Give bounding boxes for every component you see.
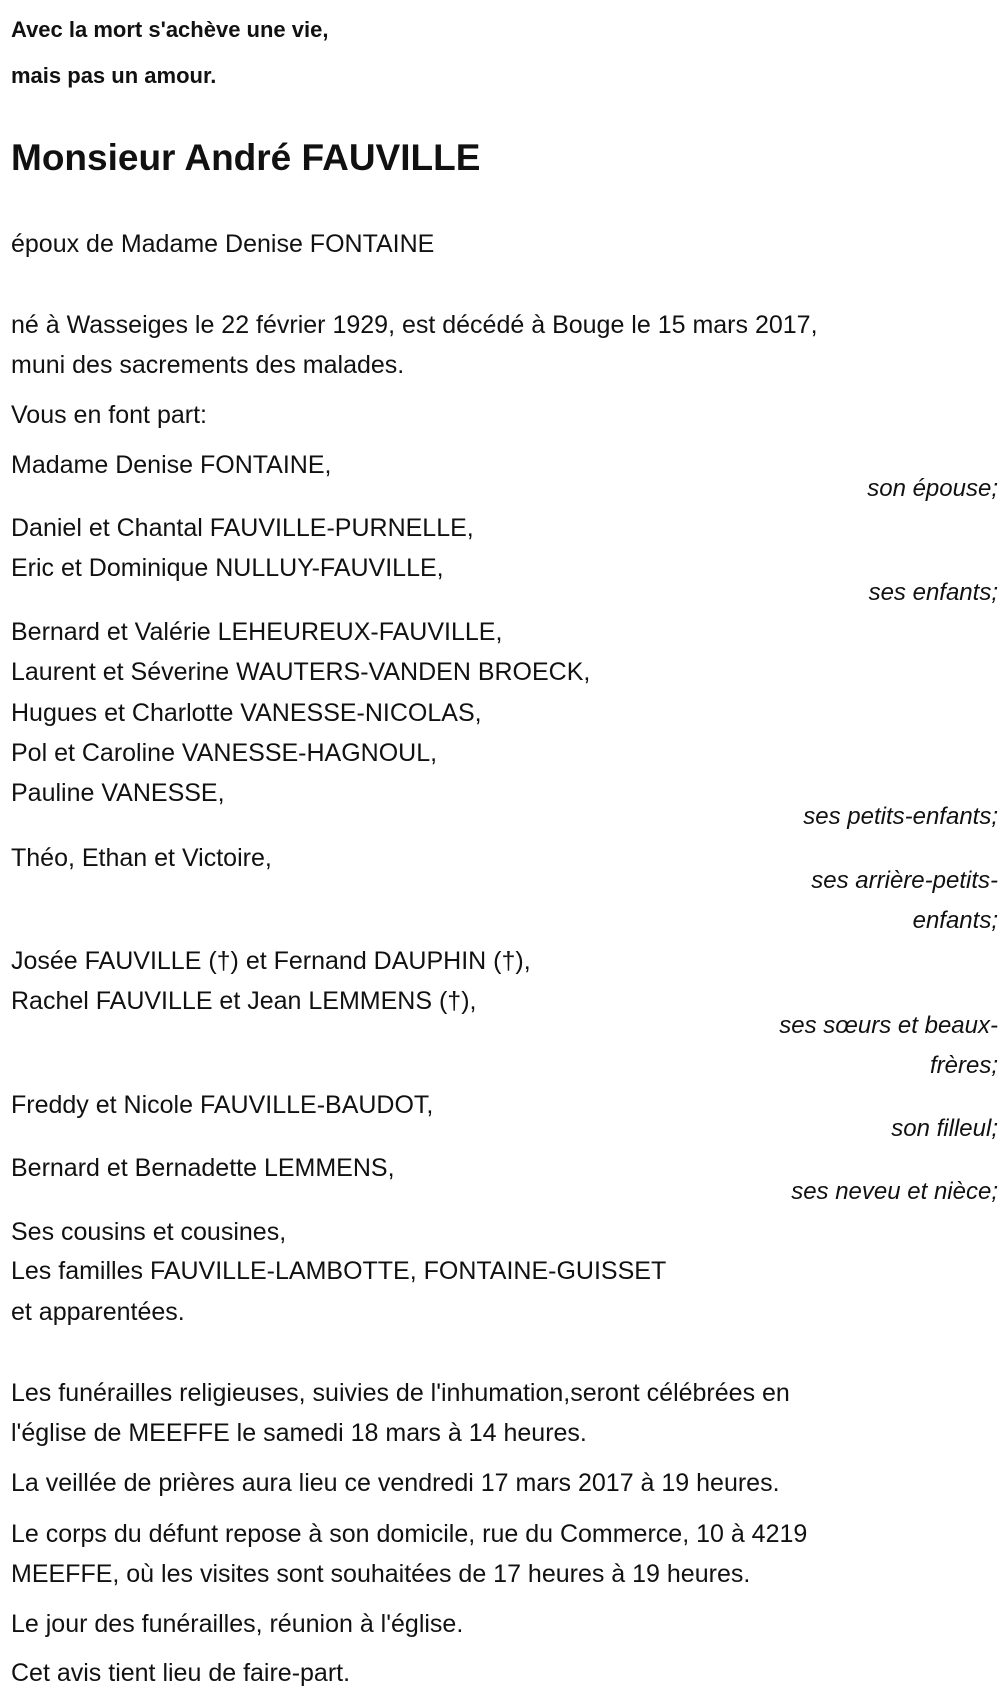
family-name: Les familles FAUVILLE-LAMBOTTE, FONTAINE-GUISSET [11, 1257, 667, 1285]
funeral-text: MEEFFE, où les visites sont souhaitées de 17 heures à 19 heures. [11, 1560, 751, 1588]
family-name: Madame Denise FONTAINE, [11, 451, 332, 479]
family-name: Théo, Ethan et Victoire, [11, 844, 272, 872]
birth-death-line: muni des sacrements des malades. [11, 351, 405, 379]
family-name: Laurent et Séverine WAUTERS-VANDEN BROECK, [11, 658, 591, 686]
family-name: Josée FAUVILLE (†) et Fernand DAUPHIN (†), [11, 947, 531, 975]
spouse-line: époux de Madame Denise FONTAINE [11, 230, 435, 258]
family-name: Pol et Caroline VANESSE-HAGNOUL, [11, 739, 438, 767]
family-name: Bernard et Bernadette LEMMENS, [11, 1154, 395, 1182]
family-relation: ses sœurs et beaux-frères; [779, 1012, 998, 1079]
deceased-name-title: Monsieur André FAUVILLE [11, 137, 481, 178]
family-name: et apparentées. [11, 1298, 185, 1326]
family-name: Eric et Dominique NULLUY-FAUVILLE, [11, 554, 444, 582]
family-name: Rachel FAUVILLE et Jean LEMMENS (†), [11, 987, 477, 1015]
family-name: Hugues et Charlotte VANESSE-NICOLAS, [11, 699, 482, 727]
family-relation: ses enfants; [868, 579, 998, 606]
epigraph-line: Avec la mort s'achève une vie, [11, 17, 329, 42]
family-name: Pauline VANESSE, [11, 779, 225, 807]
funeral-text: Cet avis tient lieu de faire-part. [11, 1659, 351, 1687]
family-name: Bernard et Valérie LEHEUREUX-FAUVILLE, [11, 618, 503, 646]
funeral-text: Le corps du défunt repose à son domicile, rue du Commerce, 10 à 4219 [11, 1520, 808, 1548]
announce-line: Vous en font part: [11, 401, 207, 429]
family-relation: son filleul; [891, 1115, 998, 1142]
funeral-text: l'église de MEEFFE le samedi 18 mars à 14 heures. [11, 1419, 587, 1447]
family-name: Freddy et Nicole FAUVILLE-BAUDOT, [11, 1091, 434, 1119]
family-relation: ses neveu et nièce; [791, 1178, 998, 1205]
funeral-text: Les funérailles religieuses, suivies de l'inhumation,seront célébrées en [11, 1379, 790, 1407]
epigraph-line: mais pas un amour. [11, 63, 217, 88]
funeral-text: Le jour des funérailles, réunion à l'église. [11, 1610, 464, 1638]
family-name: Ses cousins et cousines, [11, 1218, 287, 1246]
family-relation: ses petits-enfants; [803, 803, 998, 830]
family-relation: son épouse; [867, 475, 998, 502]
family-relation: ses arrière-petits-enfants; [811, 867, 998, 934]
family-name: Daniel et Chantal FAUVILLE-PURNELLE, [11, 514, 474, 542]
birth-death-line: né à Wasseiges le 22 février 1929, est décédé à Bouge le 15 mars 2017, [11, 311, 818, 339]
funeral-text: La veillée de prières aura lieu ce vendredi 17 mars 2017 à 19 heures. [11, 1469, 780, 1497]
